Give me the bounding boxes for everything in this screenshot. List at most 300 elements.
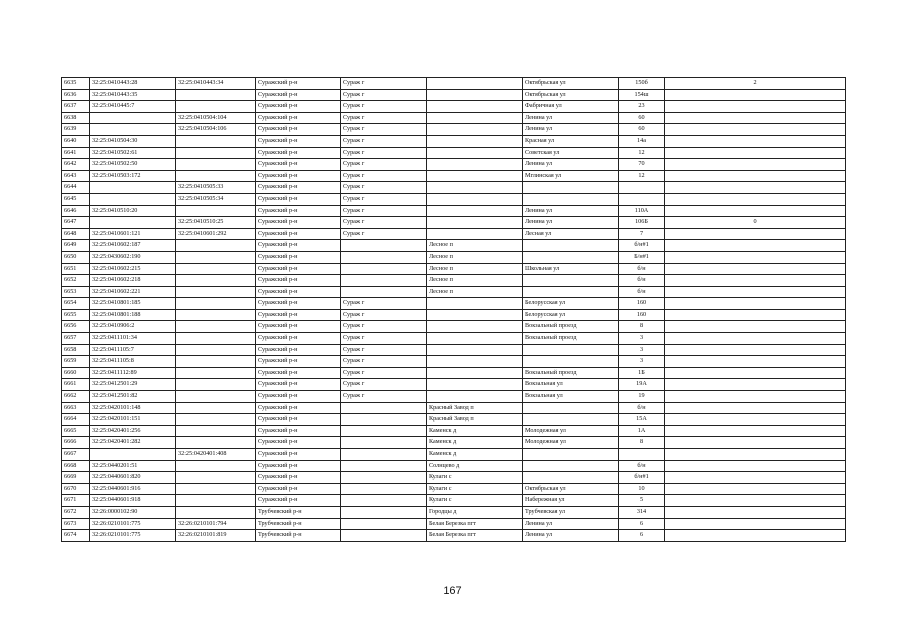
- cell-row-number: 6652: [62, 275, 90, 287]
- cell-city: [341, 402, 427, 414]
- cell-house: 10: [619, 483, 665, 495]
- cell-district: Суражский р-н: [256, 170, 341, 182]
- cell-city: Сураж г: [341, 217, 427, 229]
- cell-street: [523, 275, 619, 287]
- cell-row-number: 6672: [62, 506, 90, 518]
- cell-row-number: 6660: [62, 367, 90, 379]
- table-row: [62, 402, 846, 414]
- cell-city: Сураж г: [341, 147, 427, 159]
- cell-parent-cadastral-number: [176, 240, 256, 252]
- cell-city: Сураж г: [341, 228, 427, 240]
- cell-street: [523, 449, 619, 461]
- cell-house: 6: [619, 530, 665, 542]
- cell-extra: [665, 228, 846, 240]
- cell-row-number: 6651: [62, 263, 90, 275]
- cell-street: Октябрьская ул: [523, 483, 619, 495]
- cell-parent-cadastral-number: [176, 472, 256, 484]
- cell-extra: [665, 298, 846, 310]
- cell-row-number: 6643: [62, 170, 90, 182]
- cell-settlement: Лесное п: [427, 286, 523, 298]
- table-row: [62, 344, 846, 356]
- cell-district: Суражский р-н: [256, 437, 341, 449]
- table-row: [62, 518, 846, 530]
- cell-city: Сураж г: [341, 101, 427, 113]
- cell-district: Суражский р-н: [256, 205, 341, 217]
- cell-extra: [665, 506, 846, 518]
- cell-parent-cadastral-number: [176, 298, 256, 310]
- cell-extra: [665, 495, 846, 507]
- cell-street: Фабричная ул: [523, 101, 619, 113]
- cell-extra: [665, 379, 846, 391]
- cell-row-number: 6671: [62, 495, 90, 507]
- cell-settlement: [427, 391, 523, 403]
- cell-settlement: [427, 170, 523, 182]
- cell-parent-cadastral-number: [176, 367, 256, 379]
- cell-row-number: 6650: [62, 251, 90, 263]
- cell-street: [523, 402, 619, 414]
- cell-house: б/н: [619, 460, 665, 472]
- cell-settlement: Лесное п: [427, 263, 523, 275]
- cell-house: 110А: [619, 205, 665, 217]
- table-row: [62, 460, 846, 472]
- table-row: [62, 530, 846, 542]
- cell-row-number: 6638: [62, 112, 90, 124]
- cell-cadastral-number: 32:25:0440601:820: [90, 472, 176, 484]
- cell-house: 150б: [619, 78, 665, 90]
- cell-district: Суражский р-н: [256, 367, 341, 379]
- cell-city: [341, 472, 427, 484]
- cell-extra: [665, 437, 846, 449]
- cell-house: б/н#1: [619, 240, 665, 252]
- cell-extra: [665, 449, 846, 461]
- registry-table: [61, 77, 846, 542]
- cell-house: 70: [619, 159, 665, 171]
- cell-cadastral-number: [90, 112, 176, 124]
- cell-city: [341, 495, 427, 507]
- cell-city: [341, 414, 427, 426]
- cell-settlement: [427, 124, 523, 136]
- cell-street: [523, 344, 619, 356]
- cell-city: Сураж г: [341, 193, 427, 205]
- cell-row-number: 6639: [62, 124, 90, 136]
- table-row: [62, 182, 846, 194]
- cell-parent-cadastral-number: [176, 309, 256, 321]
- cell-settlement: [427, 367, 523, 379]
- cell-house: 12: [619, 170, 665, 182]
- cell-cadastral-number: [90, 193, 176, 205]
- table-row: [62, 275, 846, 287]
- cell-city: Сураж г: [341, 182, 427, 194]
- cell-district: Суражский р-н: [256, 483, 341, 495]
- cell-settlement: [427, 333, 523, 345]
- cell-district: Суражский р-н: [256, 391, 341, 403]
- cell-cadastral-number: 32:26:0210101:775: [90, 518, 176, 530]
- cell-settlement: [427, 298, 523, 310]
- cell-extra: 0: [665, 217, 846, 229]
- cell-street: [523, 182, 619, 194]
- cell-parent-cadastral-number: [176, 101, 256, 113]
- cell-row-number: 6664: [62, 414, 90, 426]
- cell-cadastral-number: 32:25:0411112:89: [90, 367, 176, 379]
- cell-street: Красная ул: [523, 135, 619, 147]
- cell-street: [523, 356, 619, 368]
- cell-extra: [665, 356, 846, 368]
- cell-parent-cadastral-number: [176, 263, 256, 275]
- cell-row-number: 6653: [62, 286, 90, 298]
- cell-cadastral-number: 32:25:0410443:35: [90, 89, 176, 101]
- cell-settlement: [427, 344, 523, 356]
- cell-street: Ленина ул: [523, 518, 619, 530]
- cell-parent-cadastral-number: [176, 205, 256, 217]
- cell-settlement: [427, 147, 523, 159]
- cell-district: Трубчевский р-н: [256, 506, 341, 518]
- cell-parent-cadastral-number: [176, 414, 256, 426]
- cell-row-number: 6658: [62, 344, 90, 356]
- cell-parent-cadastral-number: [176, 170, 256, 182]
- table-row: [62, 240, 846, 252]
- cell-parent-cadastral-number: 32:25:0410505:33: [176, 182, 256, 194]
- cell-city: Сураж г: [341, 159, 427, 171]
- cell-district: Суражский р-н: [256, 159, 341, 171]
- cell-settlement: [427, 321, 523, 333]
- cell-district: Суражский р-н: [256, 89, 341, 101]
- cell-extra: [665, 101, 846, 113]
- cell-district: Суражский р-н: [256, 147, 341, 159]
- cell-cadastral-number: 32:25:0430602:190: [90, 251, 176, 263]
- cell-street: Вокзальная ул: [523, 379, 619, 391]
- table-row: [62, 170, 846, 182]
- cell-extra: [665, 251, 846, 263]
- page-number: 167: [443, 585, 462, 597]
- cell-cadastral-number: [90, 124, 176, 136]
- cell-parent-cadastral-number: [176, 159, 256, 171]
- cell-district: Суражский р-н: [256, 124, 341, 136]
- cell-city: [341, 286, 427, 298]
- cell-street: [523, 414, 619, 426]
- cell-extra: [665, 518, 846, 530]
- cell-extra: 2: [665, 78, 846, 90]
- cell-settlement: [427, 205, 523, 217]
- cell-cadastral-number: 32:25:0410503:172: [90, 170, 176, 182]
- cell-district: Суражский р-н: [256, 263, 341, 275]
- cell-street: Школьная ул: [523, 263, 619, 275]
- cell-city: Сураж г: [341, 78, 427, 90]
- cell-city: [341, 506, 427, 518]
- cell-street: Октябрьская ул: [523, 78, 619, 90]
- cell-city: [341, 437, 427, 449]
- cell-street: [523, 472, 619, 484]
- cell-cadastral-number: 32:25:0420101:148: [90, 402, 176, 414]
- cell-settlement: [427, 112, 523, 124]
- cell-house: 12: [619, 147, 665, 159]
- cell-cadastral-number: 32:25:0411105:8: [90, 356, 176, 368]
- cell-parent-cadastral-number: 32:25:0410504:106: [176, 124, 256, 136]
- cell-district: Суражский р-н: [256, 309, 341, 321]
- cell-street: Октябрьская ул: [523, 89, 619, 101]
- cell-settlement: Солнцево д: [427, 460, 523, 472]
- cell-street: [523, 286, 619, 298]
- cell-extra: [665, 460, 846, 472]
- cell-house: б/н: [619, 402, 665, 414]
- cell-house: 160: [619, 309, 665, 321]
- cell-district: Суражский р-н: [256, 321, 341, 333]
- cell-house: 5: [619, 495, 665, 507]
- cell-settlement: Лесное п: [427, 275, 523, 287]
- cell-city: Сураж г: [341, 112, 427, 124]
- cell-settlement: [427, 217, 523, 229]
- cell-house: 3: [619, 344, 665, 356]
- cell-city: [341, 483, 427, 495]
- cell-street: Трубчевская ул: [523, 506, 619, 518]
- cell-city: Сураж г: [341, 391, 427, 403]
- cell-extra: [665, 309, 846, 321]
- table-row: [62, 356, 846, 368]
- cell-row-number: 6647: [62, 217, 90, 229]
- cell-cadastral-number: 32:25:0410602:215: [90, 263, 176, 275]
- cell-parent-cadastral-number: [176, 483, 256, 495]
- cell-settlement: Красный Завод п: [427, 402, 523, 414]
- cell-cadastral-number: 32:25:0412501:82: [90, 391, 176, 403]
- cell-cadastral-number: [90, 182, 176, 194]
- cell-street: Вокзальный проезд: [523, 367, 619, 379]
- cell-house: 314: [619, 506, 665, 518]
- cell-parent-cadastral-number: 32:25:0410443:34: [176, 78, 256, 90]
- cell-street: Вокзальная ул: [523, 391, 619, 403]
- table-row: [62, 193, 846, 205]
- cell-parent-cadastral-number: [176, 286, 256, 298]
- cell-city: Сураж г: [341, 170, 427, 182]
- cell-district: Суражский р-н: [256, 251, 341, 263]
- cell-parent-cadastral-number: [176, 147, 256, 159]
- cell-cadastral-number: 32:26:0210101:775: [90, 530, 176, 542]
- cell-extra: [665, 112, 846, 124]
- cell-district: Суражский р-н: [256, 217, 341, 229]
- cell-district: Суражский р-н: [256, 425, 341, 437]
- cell-parent-cadastral-number: [176, 425, 256, 437]
- cell-row-number: 6644: [62, 182, 90, 194]
- cell-cadastral-number: 32:25:0440201:51: [90, 460, 176, 472]
- cell-city: Сураж г: [341, 135, 427, 147]
- cell-city: [341, 263, 427, 275]
- cell-city: [341, 275, 427, 287]
- cell-row-number: 6648: [62, 228, 90, 240]
- cell-extra: [665, 182, 846, 194]
- cell-extra: [665, 240, 846, 252]
- cell-house: 1Б: [619, 367, 665, 379]
- cell-house: 6: [619, 518, 665, 530]
- cell-house: 106Б: [619, 217, 665, 229]
- cell-extra: [665, 391, 846, 403]
- cell-parent-cadastral-number: [176, 321, 256, 333]
- cell-parent-cadastral-number: 32:26:0210101:794: [176, 518, 256, 530]
- cell-parent-cadastral-number: [176, 356, 256, 368]
- cell-cadastral-number: 32:25:0410602:187: [90, 240, 176, 252]
- cell-extra: [665, 402, 846, 414]
- cell-row-number: 6666: [62, 437, 90, 449]
- cell-extra: [665, 263, 846, 275]
- cell-district: Трубчевский р-н: [256, 518, 341, 530]
- cell-street: Советская ул: [523, 147, 619, 159]
- cell-parent-cadastral-number: 32:25:0410505:34: [176, 193, 256, 205]
- table-row: [62, 437, 846, 449]
- cell-city: Сураж г: [341, 205, 427, 217]
- cell-settlement: [427, 89, 523, 101]
- cell-row-number: 6642: [62, 159, 90, 171]
- cell-extra: [665, 425, 846, 437]
- table-row: [62, 506, 846, 518]
- cell-house: Б/н#1: [619, 251, 665, 263]
- cell-settlement: [427, 379, 523, 391]
- cell-settlement: [427, 356, 523, 368]
- cell-row-number: 6663: [62, 402, 90, 414]
- cell-cadastral-number: 32:25:0420401:256: [90, 425, 176, 437]
- cell-city: [341, 530, 427, 542]
- cell-extra: [665, 333, 846, 345]
- cell-settlement: [427, 78, 523, 90]
- cell-city: Сураж г: [341, 333, 427, 345]
- cell-parent-cadastral-number: [176, 344, 256, 356]
- cell-row-number: 6662: [62, 391, 90, 403]
- cell-row-number: 6649: [62, 240, 90, 252]
- cell-cadastral-number: 32:25:0440601:916: [90, 483, 176, 495]
- cell-settlement: Городцы д: [427, 506, 523, 518]
- cell-row-number: 6661: [62, 379, 90, 391]
- cell-house: б/н#1: [619, 472, 665, 484]
- cell-settlement: [427, 228, 523, 240]
- cell-district: Суражский р-н: [256, 414, 341, 426]
- cell-parent-cadastral-number: 32:25:0410504:104: [176, 112, 256, 124]
- cell-cadastral-number: 32:25:0410906:2: [90, 321, 176, 333]
- registry-table-body: [62, 78, 846, 542]
- cell-district: Суражский р-н: [256, 402, 341, 414]
- cell-row-number: 6674: [62, 530, 90, 542]
- cell-parent-cadastral-number: 32:25:0420401:408: [176, 449, 256, 461]
- cell-cadastral-number: 32:25:0410502:61: [90, 147, 176, 159]
- cell-district: Суражский р-н: [256, 101, 341, 113]
- cell-district: Суражский р-н: [256, 286, 341, 298]
- cell-house: б/н: [619, 263, 665, 275]
- cell-city: [341, 460, 427, 472]
- cell-house: 23: [619, 101, 665, 113]
- table-row: [62, 449, 846, 461]
- cell-cadastral-number: 32:25:0411101:34: [90, 333, 176, 345]
- cell-cadastral-number: 32:26:0000102:90: [90, 506, 176, 518]
- cell-street: Белорусская ул: [523, 298, 619, 310]
- cell-cadastral-number: 32:25:0410443:28: [90, 78, 176, 90]
- cell-street: Ленина ул: [523, 112, 619, 124]
- cell-row-number: 6669: [62, 472, 90, 484]
- cell-row-number: 6637: [62, 101, 90, 113]
- cell-house: б/н: [619, 275, 665, 287]
- cell-row-number: 6673: [62, 518, 90, 530]
- cell-extra: [665, 147, 846, 159]
- cell-cadastral-number: 32:25:0410510:20: [90, 205, 176, 217]
- cell-city: Сураж г: [341, 356, 427, 368]
- table-row: [62, 147, 846, 159]
- cell-street: Белорусская ул: [523, 309, 619, 321]
- cell-district: Трубчевский р-н: [256, 530, 341, 542]
- cell-city: Сураж г: [341, 321, 427, 333]
- cell-settlement: Лесное п: [427, 240, 523, 252]
- cell-settlement: [427, 309, 523, 321]
- cell-row-number: 6656: [62, 321, 90, 333]
- table-row: [62, 286, 846, 298]
- cell-settlement: Белая Березка пгт: [427, 530, 523, 542]
- cell-district: Суражский р-н: [256, 240, 341, 252]
- cell-cadastral-number: 32:25:0440601:918: [90, 495, 176, 507]
- cell-district: Суражский р-н: [256, 449, 341, 461]
- cell-street: Ленина ул: [523, 217, 619, 229]
- cell-cadastral-number: 32:25:0410801:185: [90, 298, 176, 310]
- cell-extra: [665, 530, 846, 542]
- cell-house: 60: [619, 124, 665, 136]
- cell-district: Суражский р-н: [256, 333, 341, 345]
- cell-district: Суражский р-н: [256, 298, 341, 310]
- cell-parent-cadastral-number: [176, 251, 256, 263]
- table-row: [62, 251, 846, 263]
- cell-extra: [665, 472, 846, 484]
- cell-extra: [665, 89, 846, 101]
- cell-parent-cadastral-number: [176, 460, 256, 472]
- cell-parent-cadastral-number: [176, 495, 256, 507]
- cell-row-number: 6645: [62, 193, 90, 205]
- cell-parent-cadastral-number: 32:26:0210101:819: [176, 530, 256, 542]
- cell-district: Суражский р-н: [256, 182, 341, 194]
- cell-city: [341, 240, 427, 252]
- cell-district: Суражский р-н: [256, 112, 341, 124]
- table-row: [62, 483, 846, 495]
- cell-cadastral-number: 32:25:0412501:29: [90, 379, 176, 391]
- table-row: [62, 78, 846, 90]
- cell-city: Сураж г: [341, 367, 427, 379]
- table-row: [62, 472, 846, 484]
- cell-city: [341, 518, 427, 530]
- table-row: [62, 205, 846, 217]
- cell-street: Ленина ул: [523, 159, 619, 171]
- cell-district: Суражский р-н: [256, 379, 341, 391]
- cell-house: 7: [619, 228, 665, 240]
- cell-extra: [665, 286, 846, 298]
- cell-parent-cadastral-number: [176, 402, 256, 414]
- cell-cadastral-number: 32:25:0410801:188: [90, 309, 176, 321]
- cell-settlement: Кулаги с: [427, 495, 523, 507]
- cell-parent-cadastral-number: 32:25:0410510:25: [176, 217, 256, 229]
- cell-settlement: [427, 159, 523, 171]
- cell-settlement: Каменск д: [427, 437, 523, 449]
- cell-street: [523, 193, 619, 205]
- table-row: [62, 159, 846, 171]
- cell-city: Сураж г: [341, 309, 427, 321]
- table-row: [62, 425, 846, 437]
- cell-city: Сураж г: [341, 124, 427, 136]
- cell-house: 3: [619, 356, 665, 368]
- table-row: [62, 298, 846, 310]
- cell-street: Вокзальный проезд: [523, 333, 619, 345]
- cell-cadastral-number: [90, 217, 176, 229]
- cell-extra: [665, 344, 846, 356]
- cell-extra: [665, 170, 846, 182]
- table-row: [62, 217, 846, 229]
- cell-settlement: Кулаги с: [427, 472, 523, 484]
- cell-extra: [665, 414, 846, 426]
- cell-house: б/н: [619, 286, 665, 298]
- cell-district: Суражский р-н: [256, 228, 341, 240]
- cell-house: 8: [619, 321, 665, 333]
- table-row: [62, 321, 846, 333]
- cell-street: [523, 251, 619, 263]
- cell-cadastral-number: 32:25:0411105:7: [90, 344, 176, 356]
- cell-house: 19: [619, 391, 665, 403]
